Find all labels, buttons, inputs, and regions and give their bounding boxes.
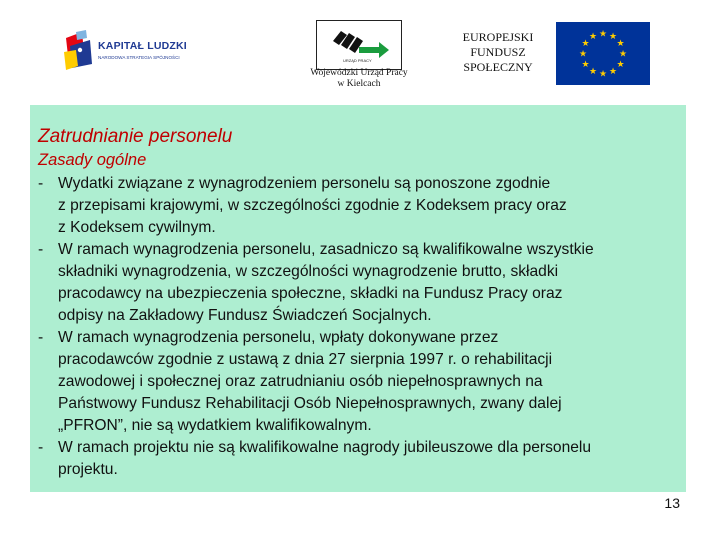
- svg-text:★: ★: [581, 39, 590, 49]
- efs-label: [445, 30, 551, 75]
- list-item: [38, 437, 686, 481]
- svg-text:★: ★: [581, 60, 590, 70]
- wup-logo: [316, 20, 402, 70]
- bullet-dash: -: [38, 439, 44, 456]
- bullet-dash: -: [38, 175, 44, 192]
- bullet-line: projektu.: [58, 461, 118, 478]
- eu-flag: [556, 22, 650, 85]
- svg-text:★: ★: [608, 32, 618, 42]
- kapital-ludzki-logo: [62, 28, 192, 74]
- page-number: 13: [664, 495, 680, 511]
- efs-line1: EUROPEJSKI: [462, 30, 534, 44]
- bullet-list: [38, 173, 686, 481]
- svg-text:★: ★: [588, 67, 598, 77]
- svg-text:★: ★: [588, 32, 598, 42]
- bullet-line: W ramach projektu nie są kwalifikowalne nagrody jubileuszowe dla personelu: [58, 439, 592, 456]
- bullet-line: zawodowej i społecznej oraz zatrudnianiu osób niepełnosprawnych na: [58, 373, 543, 390]
- kapital-ludzki-emblem-icon: [62, 28, 96, 74]
- bullet-line: W ramach wynagrodzenia personelu, wpłaty dokonywane przez: [58, 329, 499, 346]
- bullet-line: „PFRON”, nie są wydatkiem kwalifikowalnym.: [58, 417, 372, 434]
- bullet-line: z Kodeksem cywilnym.: [58, 219, 216, 236]
- list-item: [38, 327, 686, 437]
- bullet-line: składniki wynagrodzenia, w szczególności wynagrodzenie brutto, składki: [58, 263, 559, 280]
- bullet-dash: -: [38, 329, 44, 346]
- slide-subtitle: Zasady ogólne: [38, 151, 147, 169]
- wup-logo-text: URZĄD PRACY: [343, 58, 372, 63]
- slide-title: Zatrudnianie personelu: [38, 126, 233, 147]
- eu-flag-icon: [556, 22, 650, 85]
- bullet-line: odpisy na Zakładowy Fundusz Świadczeń Socjalnych.: [58, 307, 432, 324]
- efs-line2: FUNDUSZ: [470, 45, 526, 59]
- svg-text:★: ★: [616, 39, 625, 49]
- efs-line3: SPOŁECZNY: [463, 60, 533, 74]
- wup-caption-line1: Wojewódzki Urząd Pracy: [310, 68, 408, 78]
- bullet-line: W ramach wynagrodzenia personelu, zasadniczo są kwalifikowalne wszystkie: [58, 241, 594, 258]
- wup-caption: [296, 68, 422, 90]
- wup-caption-line2: w Kielcach: [337, 79, 381, 89]
- svg-text:★: ★: [618, 49, 628, 60]
- svg-text:★: ★: [598, 69, 608, 80]
- svg-text:★: ★: [616, 60, 625, 70]
- bullet-line: pracodawców zgodnie z ustawą z dnia 27 sierpnia 1997 r. o rehabilitacji: [58, 351, 553, 368]
- list-item: [38, 173, 686, 239]
- kapital-ludzki-subtitle: NARODOWA STRATEGIA SPÓJNOŚCI: [98, 55, 180, 60]
- bullet-line: Państwowy Fundusz Rehabilitacji Osób Niepełnosprawnych, zwany dalej: [58, 395, 562, 412]
- bullet-line: z przepisami krajowymi, w szczególności zgodnie z Kodeksem pracy oraz: [58, 197, 567, 214]
- bullet-line: Wydatki związane z wynagrodzeniem personelu są ponoszone zgodnie: [58, 175, 551, 192]
- list-item: [38, 239, 686, 327]
- bullet-dash: -: [38, 241, 44, 258]
- svg-text:★: ★: [608, 67, 618, 77]
- svg-text:★: ★: [598, 29, 608, 40]
- svg-text:★: ★: [578, 49, 588, 60]
- kapital-ludzki-title: KAPITAŁ LUDZKI: [98, 40, 187, 52]
- bullet-line: pracodawcy na ubezpieczenia społeczne, składki na Fundusz Pracy oraz: [58, 285, 563, 302]
